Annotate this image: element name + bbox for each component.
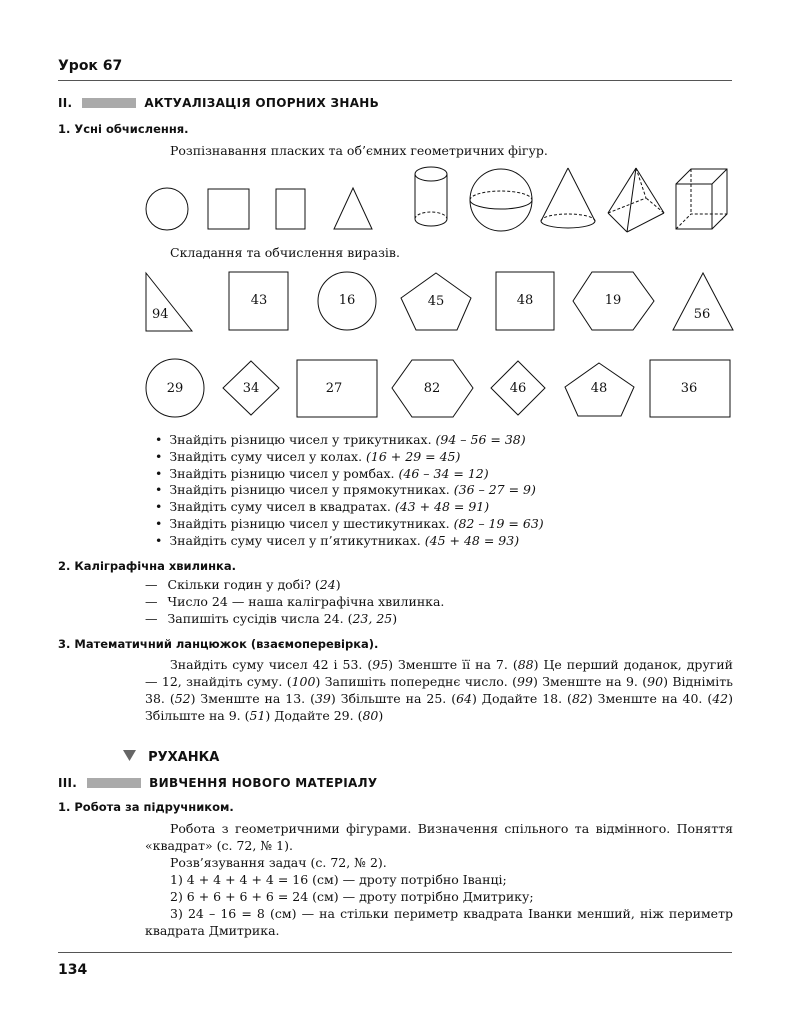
triangle-figure [334,188,372,229]
section-iii-number: III. [58,776,78,790]
section-ii-number: II. [58,96,73,110]
section-iii-title: ВИВЧЕННЯ НОВОГО МАТЕРІАЛУ [149,776,378,790]
item3-title: 3. Математичний ланцюжок (взаємоперевірка). [58,637,379,651]
list-item: — Скільки годин у добі? (24) [145,576,444,593]
shape-number: 94 [152,307,169,322]
section-iii-heading [58,776,377,790]
sphere-figure [470,169,532,231]
list-item: • Знайдіть суму чисел в квадратах. (43 + 48 = 91) [155,499,544,516]
section-bar [82,98,136,108]
shape-number: 56 [693,307,711,322]
shape-number: 36 [680,381,698,396]
paragraph: Розв’язування задач (с. 72, № 2). [170,855,387,870]
footer-rule [58,952,732,953]
shape-number: 16 [338,293,356,308]
square-figure [208,189,249,229]
lesson-title: Урок 67 [58,58,123,74]
paragraph: 3) 24 – 16 = 8 (см) — на стільки периметр квадрата Іванки менший, ніж периметр квадрата Дмитрика. [145,906,733,938]
page-number: 134 [58,962,88,978]
item1-intro2: Складання та обчислення виразів. [170,245,400,260]
paragraph: Робота з геометричними фігурами. Визначення спільного та відмінного. Поняття «квадрат» (с. 72, № 1). [145,821,733,853]
cylinder-figure [415,167,447,226]
list-item: • Знайдіть різницю чисел у прямокутниках. (36 – 27 = 9) [155,482,544,499]
list-item: • Знайдіть різницю чисел у ромбах. (46 – 34 = 12) [155,466,544,483]
math-chain-paragraph: Знайдіть суму чисел 42 і 53. (95) Зменште її на 7. (88) Це перший доданок, другий — 12, знайдіть суму. (100) Запишіть попереднє число. (99) Зменште на 9. (90) Відніміть 38. (52) Зменште на 13. (39) Збільште на 25. (64) Додайте 18. (82) Зменште на 40. (42) Збільште на 9. (51) Додайте 29. (80) [145,657,734,723]
triangle-down-icon [123,750,137,762]
circle-figure [146,188,188,230]
numbers-row-2 [0,356,788,426]
break-heading [123,746,219,765]
break-title: РУХАНКА [148,750,220,765]
header-rule [58,80,732,81]
list-item: • Знайдіть різницю чисел у шестикутниках. (82 – 19 = 63) [155,516,544,533]
task-bullets [155,432,544,550]
paragraph: 1) 4 + 4 + 4 + 4 = 16 (см) — дроту потрібно Іванці; [170,872,507,887]
shape-number: 19 [604,293,622,308]
section-ii-heading [58,96,379,110]
cube-figure [676,169,727,229]
figures-row [0,160,788,235]
shape-number: 27 [325,381,343,396]
list-item: — Число 24 — наша каліграфічна хвилинка. [145,593,444,610]
item4-title: 1. Робота за підручником. [58,800,234,814]
item2-title: 2. Каліграфічна хвилинка. [58,559,236,573]
paragraph: 2) 6 + 6 + 6 + 6 = 24 (см) — дроту потрібно Дмитрику; [170,889,534,904]
section-bar [87,778,141,788]
list-item: • Знайдіть суму чисел у п’ятикутниках. (45 + 48 = 93) [155,533,544,550]
shape-number: 29 [166,381,184,396]
item1-title: 1. Усні обчислення. [58,122,189,136]
rectangle-figure [276,189,305,229]
shape-number: 43 [250,293,268,308]
item1-intro: Розпізнавання пласких та об’ємних геометричних фігур. [170,143,548,158]
shape-number: 48 [516,293,534,308]
numbers-row-1 [0,268,788,338]
shape-number: 82 [423,381,441,396]
list-item: • Знайдіть суму чисел у колах. (16 + 29 = 45) [155,449,544,466]
cone-figure [541,168,595,228]
right-triangle-shape [146,273,192,331]
calligraphy-lines [145,576,444,627]
textbook-work [145,820,733,939]
shape-number: 34 [242,381,260,396]
shape-number: 48 [590,381,608,396]
list-item: — Запишіть сусідів числа 24. (23, 25) [145,610,444,627]
shape-number: 45 [427,294,445,309]
section-ii-title: АКТУАЛІЗАЦІЯ ОПОРНИХ ЗНАНЬ [144,96,380,110]
shape-number: 46 [509,381,527,396]
list-item: • Знайдіть різницю чисел у трикутниках. (94 – 56 = 38) [155,432,544,449]
pyramid-figure [608,168,664,232]
